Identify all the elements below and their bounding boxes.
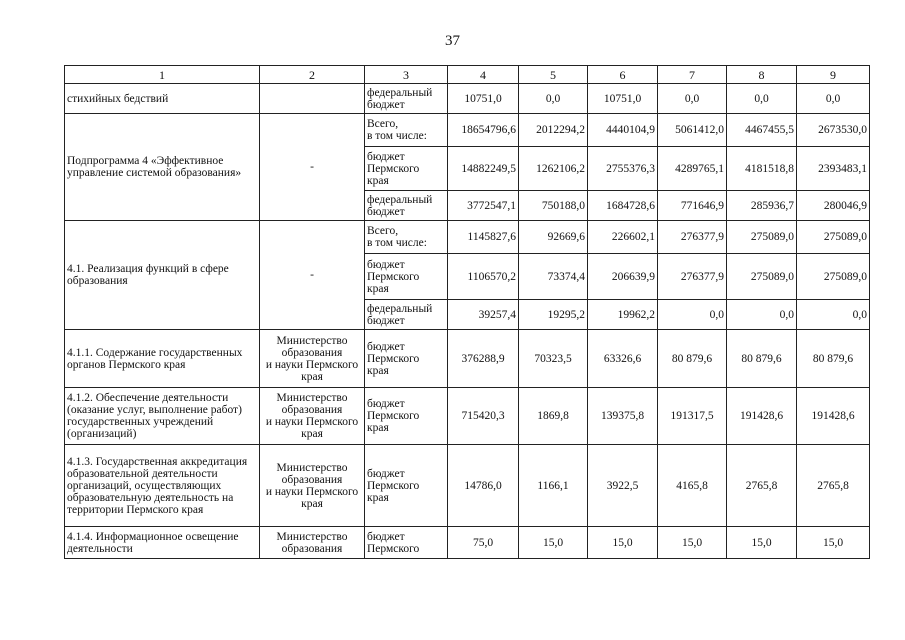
value-cell: 0,0 — [658, 84, 727, 114]
value-cell: 285936,7 — [727, 191, 797, 221]
responsible-executor: Министерство образования и науки Пермского края — [260, 388, 365, 445]
program-name: 4.1.2. Обеспечение деятельности (оказание услуг, выполнение работ) государственных учреждений (организаций) — [65, 388, 260, 445]
value-cell: 0,0 — [727, 84, 797, 114]
program-name: Подпрограмма 4 «Эффективное управление системой образования» — [65, 114, 260, 221]
value-cell: 191317,5 — [658, 388, 727, 445]
table-row — [65, 388, 870, 445]
responsible-executor: Министерство образования — [260, 527, 365, 559]
value-cell: 771646,9 — [658, 191, 727, 221]
responsible-executor: - — [260, 114, 365, 221]
value-cell: 2765,8 — [727, 445, 797, 527]
table-row — [65, 330, 870, 388]
value-cell: 73374,4 — [519, 254, 588, 300]
value-cell: 2755376,3 — [588, 147, 658, 191]
column-header: 6 — [588, 66, 658, 84]
table-row — [65, 527, 870, 559]
funding-source: бюджет Пермского края — [365, 445, 448, 527]
value-cell: 191428,6 — [727, 388, 797, 445]
column-header: 3 — [365, 66, 448, 84]
value-cell: 2012294,2 — [519, 114, 588, 147]
value-cell: 14786,0 — [448, 445, 519, 527]
value-cell: 0,0 — [519, 84, 588, 114]
value-cell: 0,0 — [727, 300, 797, 330]
value-cell: 10751,0 — [588, 84, 658, 114]
value-cell: 275089,0 — [727, 221, 797, 254]
value-cell: 39257,4 — [448, 300, 519, 330]
value-cell: 275089,0 — [797, 254, 870, 300]
column-header: 1 — [65, 66, 260, 84]
value-cell: 206639,9 — [588, 254, 658, 300]
table-row — [65, 114, 870, 147]
value-cell: 191428,6 — [797, 388, 870, 445]
budget-table — [64, 65, 870, 559]
column-header: 9 — [797, 66, 870, 84]
value-cell: 0,0 — [797, 84, 870, 114]
funding-source: Всего, в том числе: — [365, 114, 448, 147]
value-cell: 5061412,0 — [658, 114, 727, 147]
value-cell: 80 879,6 — [658, 330, 727, 388]
responsible-executor: - — [260, 221, 365, 330]
program-name: стихийных бедствий — [65, 84, 260, 114]
column-header: 4 — [448, 66, 519, 84]
table-row — [65, 221, 870, 254]
value-cell: 3772547,1 — [448, 191, 519, 221]
funding-source: бюджет Пермского края — [365, 388, 448, 445]
value-cell: 70323,5 — [519, 330, 588, 388]
value-cell: 15,0 — [658, 527, 727, 559]
funding-source: федеральный бюджет — [365, 191, 448, 221]
value-cell: 1106570,2 — [448, 254, 519, 300]
column-header: 8 — [727, 66, 797, 84]
value-cell: 1166,1 — [519, 445, 588, 527]
value-cell: 139375,8 — [588, 388, 658, 445]
value-cell: 10751,0 — [448, 84, 519, 114]
value-cell: 19962,2 — [588, 300, 658, 330]
value-cell: 715420,3 — [448, 388, 519, 445]
funding-source: бюджет Пермского края — [365, 147, 448, 191]
responsible-executor: Министерство образования и науки Пермского края — [260, 445, 365, 527]
value-cell: 1684728,6 — [588, 191, 658, 221]
funding-source: бюджет Пермского края — [365, 254, 448, 300]
value-cell: 2393483,1 — [797, 147, 870, 191]
value-cell: 15,0 — [797, 527, 870, 559]
value-cell: 376288,9 — [448, 330, 519, 388]
responsible-executor: Министерство образования и науки Пермского края — [260, 330, 365, 388]
value-cell: 275089,0 — [727, 254, 797, 300]
table-row — [65, 84, 870, 114]
value-cell: 280046,9 — [797, 191, 870, 221]
value-cell: 80 879,6 — [797, 330, 870, 388]
value-cell: 4440104,9 — [588, 114, 658, 147]
value-cell: 75,0 — [448, 527, 519, 559]
value-cell: 1869,8 — [519, 388, 588, 445]
value-cell: 14882249,5 — [448, 147, 519, 191]
funding-source: бюджет Пермского — [365, 527, 448, 559]
column-header: 7 — [658, 66, 727, 84]
column-number-row — [65, 66, 870, 84]
funding-source: федеральный бюджет — [365, 84, 448, 114]
program-name: 4.1.3. Государственная аккредитация образовательной деятельности организаций, осуществляющих образовательную деятельность на территории Пермского края — [65, 445, 260, 527]
value-cell: 276377,9 — [658, 221, 727, 254]
value-cell: 80 879,6 — [727, 330, 797, 388]
value-cell: 1262106,2 — [519, 147, 588, 191]
value-cell: 276377,9 — [658, 254, 727, 300]
value-cell: 2765,8 — [797, 445, 870, 527]
value-cell: 0,0 — [658, 300, 727, 330]
value-cell: 63326,6 — [588, 330, 658, 388]
value-cell: 2673530,0 — [797, 114, 870, 147]
value-cell: 0,0 — [797, 300, 870, 330]
value-cell: 15,0 — [519, 527, 588, 559]
value-cell: 4165,8 — [658, 445, 727, 527]
funding-source: Всего, в том числе: — [365, 221, 448, 254]
funding-source: федеральный бюджет — [365, 300, 448, 330]
value-cell: 226602,1 — [588, 221, 658, 254]
value-cell: 4467455,5 — [727, 114, 797, 147]
value-cell: 4181518,8 — [727, 147, 797, 191]
value-cell: 92669,6 — [519, 221, 588, 254]
value-cell: 3922,5 — [588, 445, 658, 527]
value-cell: 15,0 — [588, 527, 658, 559]
program-name: 4.1.4. Информационное освещение деятельности — [65, 527, 260, 559]
program-name: 4.1.1. Содержание государственных органов Пермского края — [65, 330, 260, 388]
value-cell: 275089,0 — [797, 221, 870, 254]
program-name: 4.1. Реализация функций в сфере образования — [65, 221, 260, 330]
value-cell: 4289765,1 — [658, 147, 727, 191]
value-cell: 750188,0 — [519, 191, 588, 221]
responsible-executor — [260, 84, 365, 114]
column-header: 5 — [519, 66, 588, 84]
table-row — [65, 445, 870, 527]
value-cell: 19295,2 — [519, 300, 588, 330]
funding-source: бюджет Пермского края — [365, 330, 448, 388]
column-header: 2 — [260, 66, 365, 84]
value-cell: 15,0 — [727, 527, 797, 559]
value-cell: 1145827,6 — [448, 221, 519, 254]
value-cell: 18654796,6 — [448, 114, 519, 147]
page-number: 37 — [445, 33, 460, 49]
